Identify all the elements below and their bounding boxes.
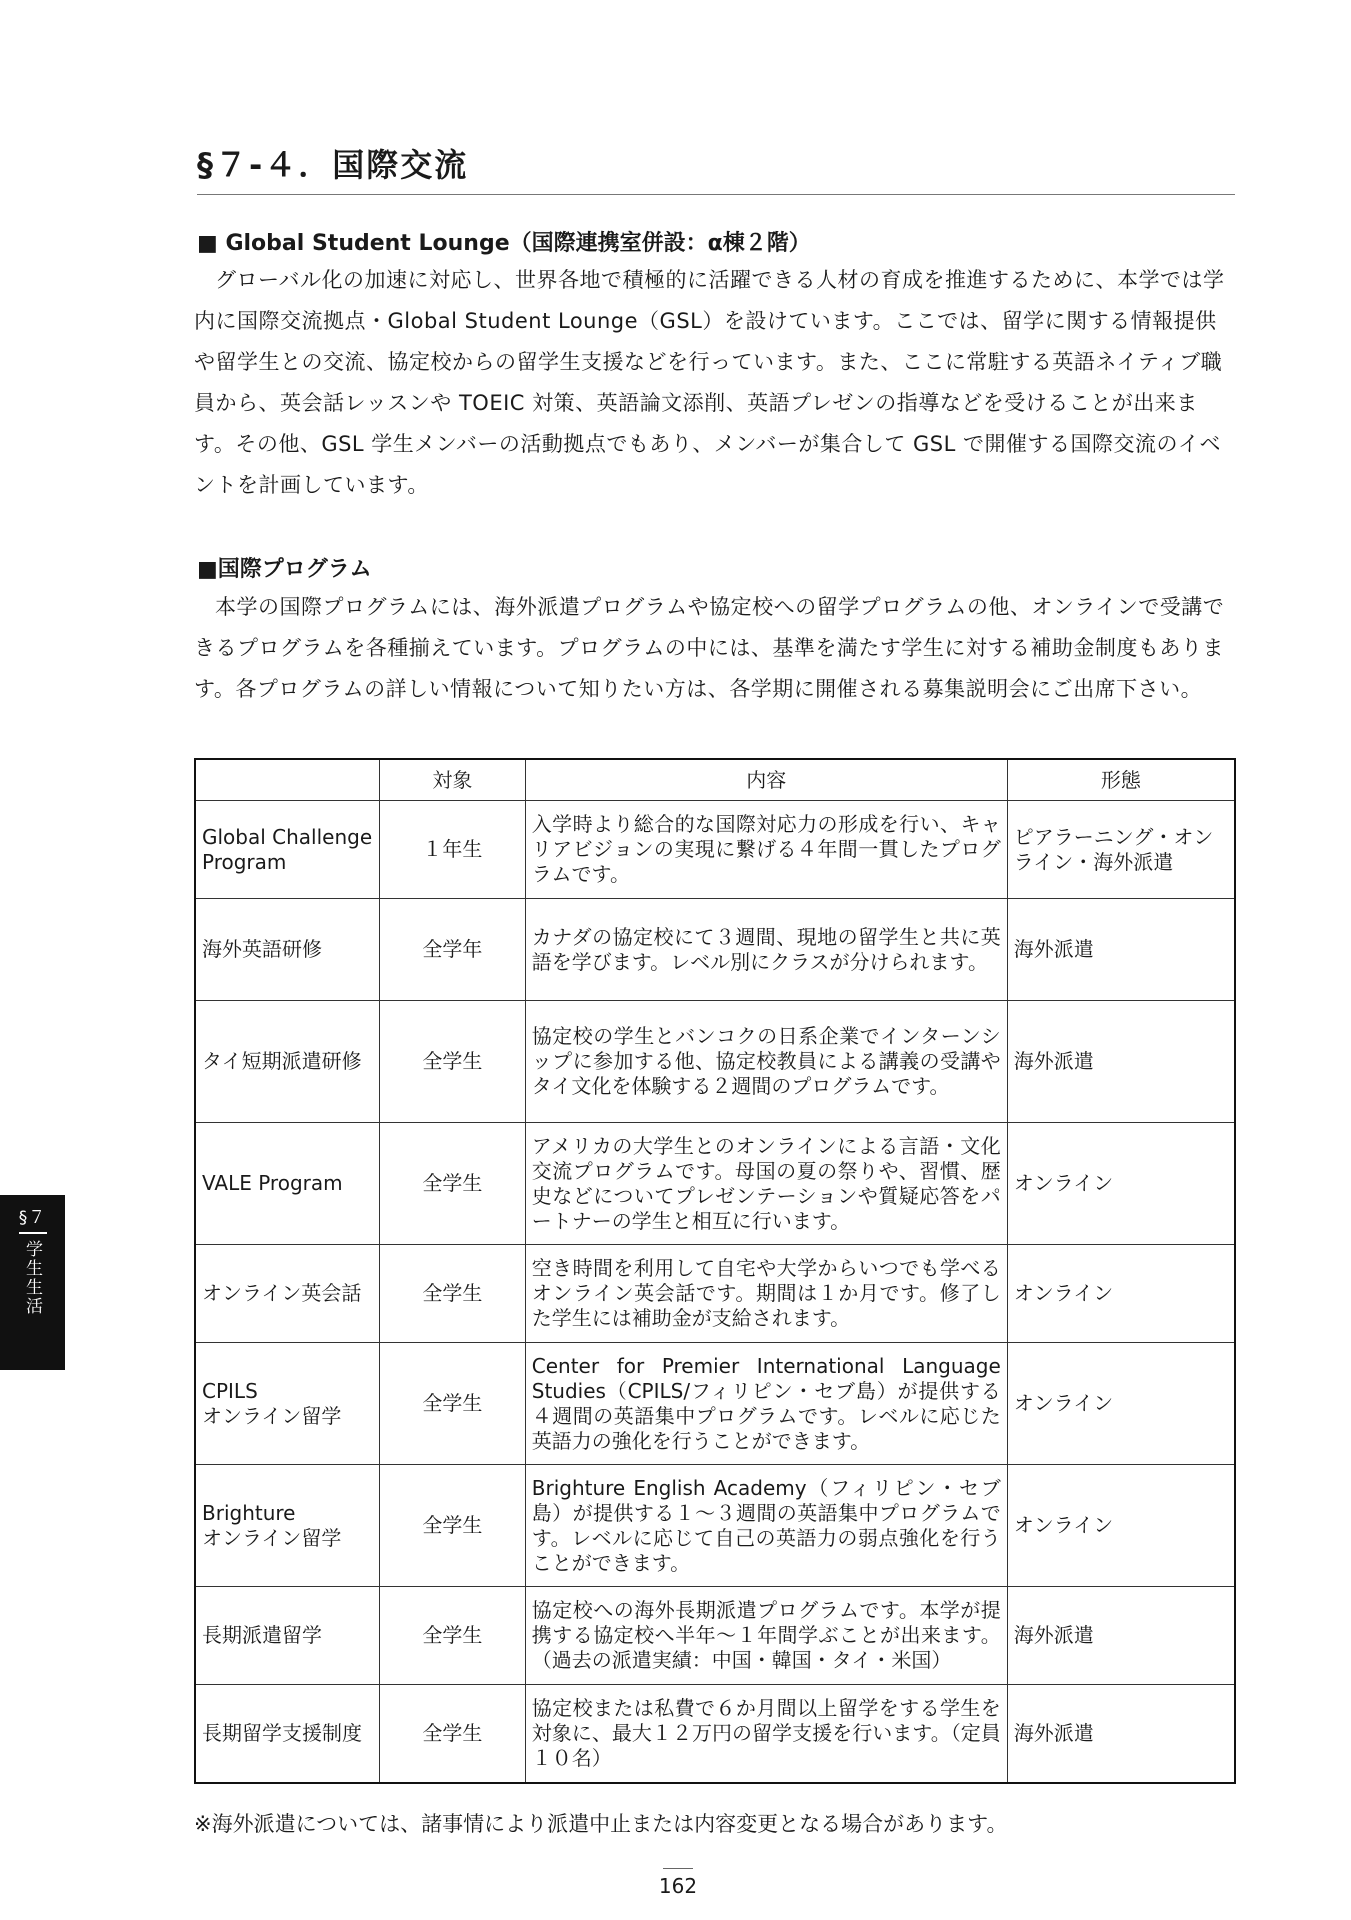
table-row — [195, 801, 1235, 899]
program-target-cell: １年生 — [380, 801, 526, 899]
program-name-cell: 長期留学支援制度 — [195, 1685, 380, 1783]
programs-body — [194, 587, 1234, 710]
program-content-cell: 協定校への海外長期派遣プログラムです。本学が提携する協定校へ半年～１年間学ぶことが出来ます。（過去の派遣実績：中国・韓国・タイ・米国） — [525, 1587, 1007, 1685]
program-form-cell: 海外派遣 — [1007, 1587, 1235, 1685]
program-name-cell: タイ短期派遣研修 — [195, 1001, 380, 1123]
program-target-cell: 全学生 — [380, 1685, 526, 1783]
program-content-cell: 協定校の学生とバンコクの日系企業でインターンシップに参加する他、協定校教員による講義の受講やタイ文化を体験する２週間のプログラムです。 — [525, 1001, 1007, 1123]
program-name-cell: 長期派遣留学 — [195, 1587, 380, 1685]
table-body — [195, 801, 1235, 1783]
table-row — [195, 1685, 1235, 1783]
program-name-cell: CPILS オンライン留学 — [195, 1343, 380, 1465]
table-row — [195, 1587, 1235, 1685]
header-target: 対象 — [380, 759, 526, 801]
header-name — [195, 759, 380, 801]
program-form-cell: 海外派遣 — [1007, 899, 1235, 1001]
program-target-cell: 全学生 — [380, 1123, 526, 1245]
program-form-cell: 海外派遣 — [1007, 1685, 1235, 1783]
programs-table — [194, 758, 1236, 1784]
program-form-cell: オンライン — [1007, 1343, 1235, 1465]
program-content-cell: カナダの協定校にて３週間、現地の留学生と共に英語を学びます。レベル別にクラスが分けられます。 — [525, 899, 1007, 1001]
section-side-tab — [0, 1195, 65, 1370]
program-target-cell: 全学生 — [380, 1343, 526, 1465]
table-row — [195, 1001, 1235, 1123]
programs-heading: ■国際プログラム — [197, 557, 372, 582]
side-tab-label: 学生生活 — [22, 1240, 42, 1316]
program-content-cell: Center for Premier International Language Studies（CPILS/フィリピン・セブ島）が提供する４週間の英語集中プログラムです。レベルに応じた英語力の強化を行うことができます。 — [525, 1343, 1007, 1465]
program-form-cell: ピアラーニング・オンライン・海外派遣 — [1007, 801, 1235, 899]
program-form-cell: オンライン — [1007, 1245, 1235, 1343]
table-row — [195, 1123, 1235, 1245]
program-name-cell: Global Challenge Program — [195, 801, 380, 899]
header-form: 形態 — [1007, 759, 1235, 801]
program-content-cell: 空き時間を利用して自宅や大学からいつでも学べるオンライン英会話です。期間は１か月です。修了した学生には補助金が支給されます。 — [525, 1245, 1007, 1343]
side-tab-divider — [19, 1232, 47, 1234]
side-tab-section: §７ — [18, 1208, 47, 1228]
program-form-cell: オンライン — [1007, 1123, 1235, 1245]
program-content-cell: 協定校または私費で６か月間以上留学をする学生を対象に、最大１２万円の留学支援を行います。（定員１０名） — [525, 1685, 1007, 1783]
header-content: 内容 — [525, 759, 1007, 801]
program-form-cell: オンライン — [1007, 1465, 1235, 1587]
program-name-cell: オンライン英会話 — [195, 1245, 380, 1343]
program-form-cell: 海外派遣 — [1007, 1001, 1235, 1123]
program-target-cell: 全学年 — [380, 899, 526, 1001]
page-number: 162 — [658, 1874, 698, 1898]
table-row — [195, 1343, 1235, 1465]
program-target-cell: 全学生 — [380, 1587, 526, 1685]
gsl-body-text: グローバル化の加速に対応し、世界各地で積極的に活躍できる人材の育成を推進するために、本学では学内に国際交流拠点・Global Student Lounge（GSL）を設けています。ここでは、留学に関する情報提供や留学生との交流、協定校からの留学生支援などを行っています。また、ここに常駐する英語ネイティブ職員から、英会話レッスンや TOEIC 対策、英語論文添削、英語プレゼンの指導などを受けることが出来ます。その他、GSL 学生メンバーの活動拠点でもあり、メンバーが集合して GSL で開催する国際交流のイベントを計画しています。 — [194, 268, 1225, 497]
page-title: §７-４．国際交流 — [197, 140, 1235, 195]
program-name-cell: Brighture オンライン留学 — [195, 1465, 380, 1587]
gsl-body — [194, 260, 1234, 506]
program-content-cell: 入学時より総合的な国際対応力の形成を行い、キャリアビジョンの実現に繋げる４年間一貫したプログラムです。 — [525, 801, 1007, 899]
table-row — [195, 1465, 1235, 1587]
footnote: ※海外派遣については、諸事情により派遣中止または内容変更となる場合があります。 — [194, 1812, 1008, 1836]
program-target-cell: 全学生 — [380, 1245, 526, 1343]
programs-body-text: 本学の国際プログラムには、海外派遣プログラムや協定校への留学プログラムの他、オンラインで受講できるプログラムを各種揃えています。プログラムの中には、基準を満たす学生に対する補助金制度もあります。各プログラムの詳しい情報について知りたい方は、各学期に開催される募集説明会にご出席下さい。 — [194, 595, 1225, 701]
table-header-row — [195, 759, 1235, 801]
gsl-heading: ■ Global Student Lounge（国際連携室併設：α棟２階） — [197, 231, 811, 256]
program-name-cell: VALE Program — [195, 1123, 380, 1245]
page-number-rule — [663, 1868, 693, 1869]
program-name-cell: 海外英語研修 — [195, 899, 380, 1001]
program-content-cell: アメリカの大学生とのオンラインによる言語・文化交流プログラムです。母国の夏の祭りや、習慣、歴史などについてプレゼンテーションや質疑応答をパートナーの学生と相互に行います。 — [525, 1123, 1007, 1245]
table-row — [195, 899, 1235, 1001]
program-target-cell: 全学生 — [380, 1001, 526, 1123]
table-row — [195, 1245, 1235, 1343]
program-target-cell: 全学生 — [380, 1465, 526, 1587]
program-content-cell: Brighture English Academy（フィリピン・セブ島）が提供する１～３週間の英語集中プログラムです。レベルに応じて自己の英語力の弱点強化を行うことができます。 — [525, 1465, 1007, 1587]
